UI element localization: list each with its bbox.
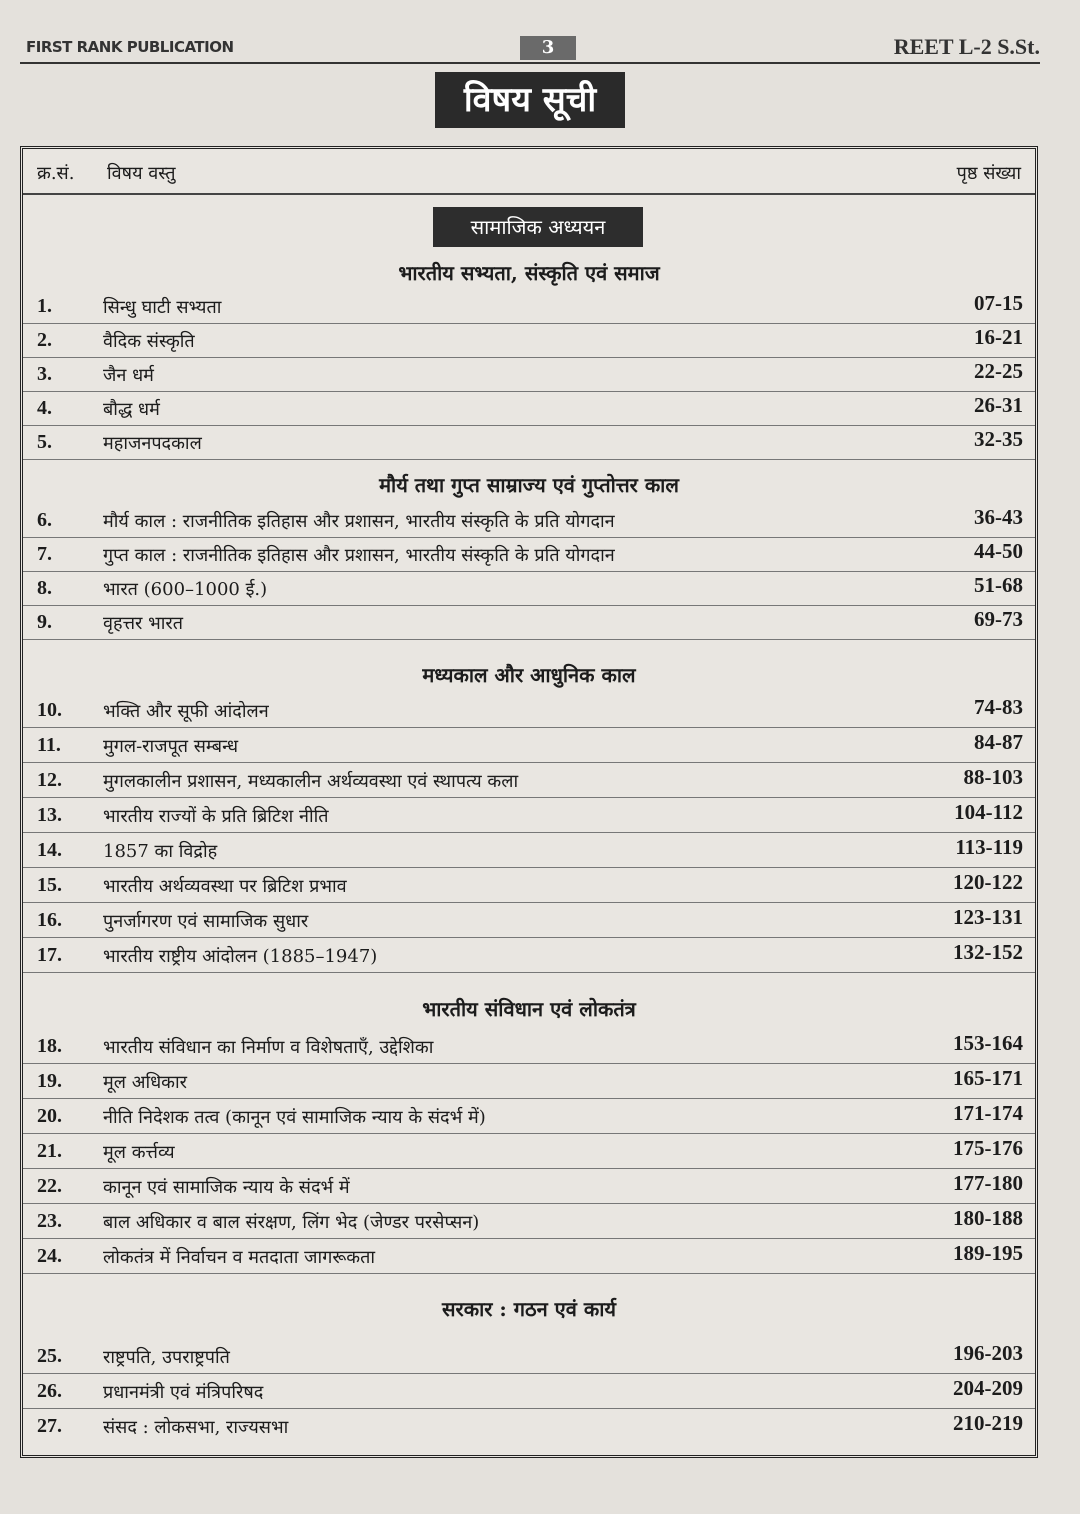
- entry-pages: 120-122: [953, 870, 1023, 894]
- entry-number: 18.: [37, 1035, 62, 1057]
- page-title: विषय सूची: [435, 72, 625, 128]
- entry-title: प्रधानमंत्री एवं मंत्रिपरिषद: [103, 1382, 264, 1403]
- entry-title: नीति निदेशक तत्व (कानून एवं सामाजिक न्याय के संदर्भ में): [103, 1107, 486, 1128]
- entry-pages: 210-219: [953, 1411, 1023, 1435]
- entry-pages: 177-180: [953, 1171, 1023, 1195]
- entry-title: 1857 का विद्रोह: [103, 841, 218, 862]
- section-heading: भारतीय संविधान एवं लोकतंत्र: [422, 997, 636, 1021]
- entry-title: बौद्ध धर्म: [103, 399, 160, 420]
- entry-pages: 69-73: [974, 607, 1023, 631]
- entry-number: 12.: [37, 769, 62, 791]
- toc-entry: [23, 289, 1035, 324]
- entry-number: 3.: [37, 363, 52, 385]
- column-header-sno: क्र.सं.: [37, 163, 75, 184]
- entry-pages: 74-83: [974, 695, 1023, 719]
- entry-number: 5.: [37, 431, 52, 453]
- entry-pages: 07-15: [974, 291, 1023, 315]
- entry-pages: 196-203: [953, 1341, 1023, 1365]
- entry-pages: 171-174: [953, 1101, 1023, 1125]
- section-heading: भारतीय सभ्यता, संस्कृति एवं समाज: [398, 261, 660, 285]
- entry-title: भक्ति और सूफी आंदोलन: [103, 701, 269, 722]
- entry-title: महाजनपदकाल: [103, 433, 202, 454]
- table-of-contents: [20, 146, 1038, 1458]
- entry-title: मूल अधिकार: [103, 1072, 188, 1093]
- entry-number: 11.: [37, 734, 61, 756]
- toc-header-row: [23, 149, 1035, 195]
- entry-pages: 132-152: [953, 940, 1023, 964]
- entry-pages: 51-68: [974, 573, 1023, 597]
- entry-title: पुनर्जागरण एवं सामाजिक सुधार: [103, 911, 309, 932]
- entry-pages: 84-87: [974, 730, 1023, 754]
- entry-pages: 175-176: [953, 1136, 1023, 1160]
- entry-number: 2.: [37, 329, 52, 351]
- toc-entry: [23, 605, 1035, 640]
- entry-title: सिन्धु घाटी सभ्यता: [103, 297, 222, 318]
- entry-pages: 153-164: [953, 1031, 1023, 1055]
- toc-entry: [23, 1239, 1035, 1274]
- entry-title: गुप्त काल : राजनीतिक इतिहास और प्रशासन, भारतीय संस्कृति के प्रति योगदान: [103, 545, 615, 566]
- toc-entry: [23, 357, 1035, 392]
- entry-number: 9.: [37, 611, 52, 633]
- entry-number: 23.: [37, 1210, 62, 1232]
- toc-entry: [23, 833, 1035, 868]
- entry-title: भारतीय अर्थव्यवस्था पर ब्रिटिश प्रभाव: [103, 876, 347, 897]
- toc-entry: [23, 537, 1035, 572]
- entry-number: 19.: [37, 1070, 62, 1092]
- entry-title: संसद : लोकसभा, राज्यसभा: [103, 1417, 289, 1438]
- entry-pages: 104-112: [954, 800, 1023, 824]
- column-header-page: पृष्ठ संख्या: [956, 163, 1021, 184]
- entry-number: 24.: [37, 1245, 62, 1267]
- section-heading: मध्यकाल और आधुनिक काल: [422, 663, 636, 687]
- entry-number: 26.: [37, 1380, 62, 1402]
- entry-pages: 16-21: [974, 325, 1023, 349]
- entry-title: मौर्य काल : राजनीतिक इतिहास और प्रशासन, भारतीय संस्कृति के प्रति योगदान: [103, 511, 615, 532]
- entry-title: मूल कर्त्तव्य: [103, 1142, 175, 1163]
- section-heading: मौर्य तथा गुप्त साम्राज्य एवं गुप्तोत्तर काल: [379, 473, 679, 497]
- toc-entry: [23, 1374, 1035, 1409]
- toc-entry: [23, 323, 1035, 358]
- entry-title: बाल अधिकार व बाल संरक्षण, लिंग भेद (जेण्डर परसेप्सन): [103, 1212, 480, 1233]
- entry-number: 16.: [37, 909, 62, 931]
- entry-pages: 189-195: [953, 1241, 1023, 1265]
- entry-number: 14.: [37, 839, 62, 861]
- entry-number: 8.: [37, 577, 52, 599]
- toc-entry: [23, 1204, 1035, 1239]
- toc-entry: [23, 763, 1035, 798]
- subject-heading: सामाजिक अध्ययन: [433, 207, 643, 247]
- toc-entry: [23, 425, 1035, 460]
- entry-title: भारत (600–1000 ई.): [103, 579, 268, 600]
- entry-pages: 44-50: [974, 539, 1023, 563]
- entry-title: कानून एवं सामाजिक न्याय के संदर्भ में: [103, 1177, 350, 1198]
- entry-pages: 26-31: [974, 393, 1023, 417]
- entry-number: 25.: [37, 1345, 62, 1367]
- toc-entry: [23, 938, 1035, 973]
- entry-number: 13.: [37, 804, 62, 826]
- entry-pages: 22-25: [974, 359, 1023, 383]
- entry-number: 1.: [37, 295, 52, 317]
- toc-entry: [23, 728, 1035, 763]
- entry-number: 7.: [37, 543, 52, 565]
- entry-title: मुगल-राजपूत सम्बन्ध: [103, 736, 239, 757]
- entry-pages: 123-131: [953, 905, 1023, 929]
- entry-title: जैन धर्म: [103, 365, 154, 386]
- entry-number: 27.: [37, 1415, 62, 1437]
- entry-number: 17.: [37, 944, 62, 966]
- column-header-topic: विषय वस्तु: [107, 163, 176, 184]
- entry-pages: 165-171: [953, 1066, 1023, 1090]
- page-number: 3: [520, 36, 576, 60]
- entry-title: वृहत्तर भारत: [103, 613, 184, 634]
- entry-pages: 204-209: [953, 1376, 1023, 1400]
- publisher-name: FIRST RANK PUBLICATION: [26, 38, 234, 56]
- entry-number: 4.: [37, 397, 52, 419]
- section-heading: सरकार : गठन एवं कार्य: [442, 1297, 616, 1321]
- toc-entry: [23, 391, 1035, 426]
- entry-title: भारतीय राष्ट्रीय आंदोलन (1885–1947): [103, 946, 378, 967]
- entry-number: 20.: [37, 1105, 62, 1127]
- entry-pages: 32-35: [974, 427, 1023, 451]
- entry-title: लोकतंत्र में निर्वाचन व मतदाता जागरूकता: [103, 1247, 376, 1268]
- entry-number: 6.: [37, 509, 52, 531]
- entry-title: वैदिक संस्कृति: [103, 331, 195, 352]
- toc-entry: [23, 868, 1035, 903]
- toc-entry: [23, 571, 1035, 606]
- toc-entry: [23, 798, 1035, 833]
- entry-pages: 36-43: [974, 505, 1023, 529]
- toc-entry: [23, 1169, 1035, 1204]
- running-title: REET L-2 S.St.: [893, 34, 1040, 59]
- entry-title: भारतीय राज्यों के प्रति ब्रिटिश नीति: [103, 806, 329, 827]
- toc-entry: [23, 1134, 1035, 1169]
- entry-pages: 180-188: [953, 1206, 1023, 1230]
- entry-number: 21.: [37, 1140, 62, 1162]
- toc-entry: [23, 1409, 1035, 1443]
- toc-entry: [23, 693, 1035, 728]
- entry-number: 15.: [37, 874, 62, 896]
- entry-title: भारतीय संविधान का निर्माण व विशेषताएँ, उद्देशिका: [103, 1037, 434, 1058]
- toc-entry: [23, 903, 1035, 938]
- toc-entry: [23, 503, 1035, 538]
- toc-entry: [23, 1064, 1035, 1099]
- entry-pages: 113-119: [955, 835, 1023, 859]
- entry-title: मुगलकालीन प्रशासन, मध्यकालीन अर्थव्यवस्था एवं स्थापत्य कला: [103, 771, 519, 792]
- entry-pages: 88-103: [963, 765, 1023, 789]
- entry-number: 10.: [37, 699, 62, 721]
- toc-entry: [23, 1339, 1035, 1374]
- entry-title: राष्ट्रपति, उपराष्ट्रपति: [103, 1347, 230, 1368]
- toc-entry: [23, 1099, 1035, 1134]
- toc-entry: [23, 1029, 1035, 1064]
- entry-number: 22.: [37, 1175, 62, 1197]
- page-header: [20, 34, 1040, 64]
